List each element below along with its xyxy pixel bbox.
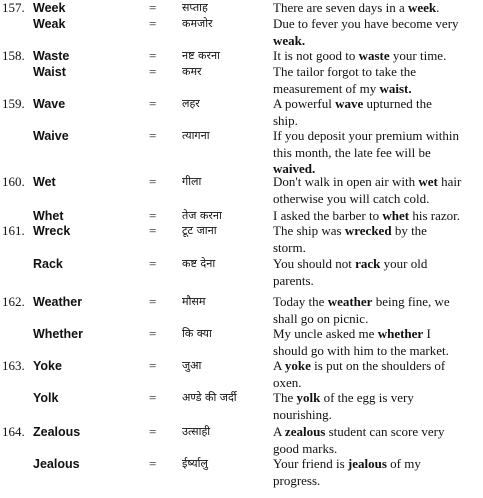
example-sentence [273,174,482,207]
entry-word: Wreck [33,224,71,238]
entry-word: Week [33,1,66,15]
example-line: good marks. [273,440,338,456]
example-line [273,33,482,50]
entry-number: 158. [2,48,25,63]
example-line: My uncle asked me whether I [273,326,431,341]
example-line: There are seven days in a week. [273,0,440,15]
equals-sign: = [149,48,157,63]
entry-word: Waist [33,65,66,79]
entry-number: 162. [2,294,25,309]
highlighted-word: rack [355,256,381,271]
example-line: A yoke is put on the shoulders of [273,358,446,373]
equals-sign: = [149,174,157,189]
highlighted-word: weather [327,294,373,309]
hindi-meaning: कि क्या [182,327,212,340]
entry-word: Zealous [33,425,81,439]
entry-word: Whether [33,327,83,341]
example-sentence [273,390,482,423]
example-line: If you deposit your premium within [273,128,459,143]
hindi-meaning: लहर [182,97,200,110]
example-line: Due to fever you have become very [273,16,459,31]
example-sentence [273,358,482,391]
entry-word: Whet [33,209,64,223]
hindi-meaning: उत्साही [182,425,211,438]
entry-word: Wave [33,97,66,111]
example-line: It is not good to waste your time. [273,48,447,63]
example-line: A powerful wave upturned the [273,96,432,111]
example-sentence [273,64,482,97]
entry-number: 164. [2,424,25,439]
hindi-meaning: गीला [182,175,202,188]
equals-sign: = [149,128,157,143]
hindi-meaning: कमजोर [182,17,213,30]
highlighted-word: wrecked [344,223,392,238]
hindi-meaning: टूट जाना [182,224,217,237]
example-line: shall go on picnic. [273,310,369,326]
hindi-meaning: नष्ट करना [182,49,220,62]
equals-sign: = [149,96,157,111]
example-line: progress. [273,472,321,488]
entry-word: Weak [33,17,66,31]
hindi-meaning: कष्ट देना [182,257,216,270]
equals-sign: = [149,256,157,271]
entry-word: Wet [33,175,56,189]
equals-sign: = [149,223,157,238]
equals-sign: = [149,208,157,223]
equals-sign: = [149,64,157,79]
entry-number: 157. [2,0,25,15]
hindi-meaning: कमर [182,65,202,78]
entry-word: Waste [33,49,70,63]
hindi-meaning: तेज करना [182,209,222,222]
equals-sign: = [149,390,157,405]
equals-sign: = [149,326,157,341]
hindi-meaning: जुआ [182,359,202,372]
hindi-meaning: त्यागना [182,129,210,142]
equals-sign: = [149,294,157,309]
hindi-meaning: ईर्ष्यालु [182,457,208,470]
equals-sign: = [149,456,157,471]
example-line: storm. [273,239,306,255]
example-line: parents. [273,272,314,288]
entry-word: Waive [33,129,69,143]
entry-word: Yolk [33,391,59,405]
highlighted-word: waived. [273,161,316,176]
highlighted-word: waste [358,48,390,63]
example-line: should go with him to the market. [273,342,449,358]
example-line: The ship was wrecked by the [273,223,427,238]
example-line: You should not rack your old [273,256,428,271]
example-line: oxen. [273,374,302,390]
example-sentence [273,294,482,327]
example-sentence [273,48,482,65]
example-sentence [273,256,482,289]
highlighted-word: yolk [296,390,321,405]
example-line: A zealous student can score very [273,424,445,439]
highlighted-word: weak. [273,32,306,48]
highlighted-word: waist. [379,80,412,96]
highlighted-word: whether [377,326,424,341]
highlighted-word: wave [335,96,364,111]
hindi-meaning: मौसम [182,295,206,308]
example-line: The tailor forgot to take the [273,64,417,79]
example-sentence [273,223,482,256]
example-line: this month, the late fee will be [273,144,431,160]
example-sentence [273,424,482,457]
highlighted-word: zealous [284,424,326,439]
equals-sign: = [149,16,157,31]
example-line: The yolk of the egg is very [273,390,414,405]
example-line: ship. [273,112,298,128]
example-sentence [273,456,482,489]
entry-number: 160. [2,174,25,189]
highlighted-word: whet [382,208,410,223]
entry-number: 161. [2,223,25,238]
entry-word: Jealous [33,457,80,471]
example-line: nourishing. [273,406,332,422]
entry-word: Rack [33,257,63,271]
equals-sign: = [149,424,157,439]
equals-sign: = [149,358,157,373]
highlighted-word: jealous [347,456,387,471]
example-sentence [273,16,482,49]
entry-number: 159. [2,96,25,111]
example-sentence [273,96,482,129]
equals-sign: = [149,0,157,15]
example-line: Today the weather being fine, we [273,294,450,309]
example-line: Don't walk in open air with wet hair [273,174,462,189]
example-line: measurement of my waist. [273,80,412,96]
example-line: otherwise you will catch cold. [273,190,430,206]
highlighted-word: week [408,0,437,15]
highlighted-word: wet [418,174,438,189]
example-sentence [273,326,482,359]
hindi-meaning: सप्ताह [182,1,208,14]
entry-word: Weather [33,295,83,309]
example-sentence [273,0,482,17]
entry-number: 163. [2,358,25,373]
entry-word: Yoke [33,359,62,373]
example-line: Your friend is jealous of my [273,456,421,471]
example-sentence [273,128,482,178]
hindi-meaning: अण्डे की जर्दी [182,391,237,404]
highlighted-word: yoke [284,358,311,373]
example-line: I asked the barber to whet his razor. [273,208,460,223]
